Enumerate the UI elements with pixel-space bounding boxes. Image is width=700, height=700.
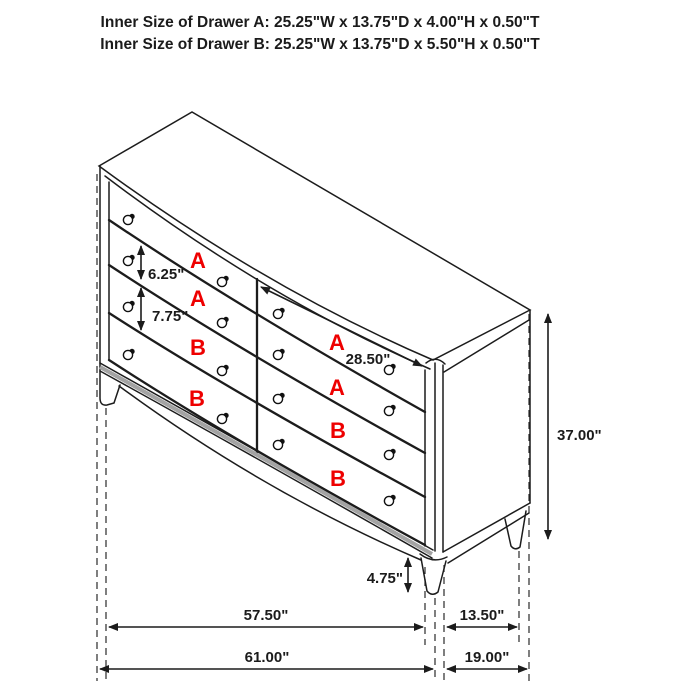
right-post-foot-cap [420,554,447,560]
dim-label-drawer-a-height: 6.25" [148,266,185,283]
knob-left-d3-a [123,301,134,312]
label-left-drawer-4: B [189,386,205,411]
dresser-drawing [99,112,530,594]
side-apron-bottom-edge [448,513,529,563]
title-line-drawer-a: Inner Size of Drawer A: 25.25"W x 13.75"D x 4.00"H x 0.50"T [100,14,540,31]
title-line-drawer-b: Inner Size of Drawer B: 25.25"W x 13.75"D x 5.50"H x 0.50"T [100,36,540,53]
knob-left-d4-a [123,349,134,360]
dim-label-overall-depth: 19.00" [464,649,510,666]
dim-label-side-span: 13.50" [459,607,505,624]
dim-label-overall-width: 61.00" [244,649,290,666]
base-molding-top-line [100,363,433,550]
knob-left-d1-a [123,214,134,225]
base-molding-gray-band [100,367,432,554]
label-left-drawer-1: A [190,248,206,273]
knob-right-d1-a [273,308,284,319]
title-block [100,14,540,53]
dim-label-drawer-width: 28.50" [345,351,391,368]
knob-right-d2-a [273,349,284,360]
label-right-drawer-1: A [329,330,345,355]
dim-label-front-span: 57.50" [243,607,289,624]
label-right-drawer-2: A [329,375,345,400]
knob-left-d3-b [217,365,228,376]
label-left-drawer-2: A [190,286,206,311]
front-right-leg [421,558,446,594]
knob-right-d4-b [384,495,395,506]
dim-label-leg-height: 4.75" [366,570,403,587]
dim-label-cabinet-height: 37.00" [557,427,602,444]
dim-label-drawer-b-height: 7.75" [152,308,189,325]
knob-right-d2-b [384,405,395,416]
side-bottom-edge [443,503,530,552]
knob-right-d4-a [273,439,284,450]
knob-left-d2-b [217,317,228,328]
knob-left-d1-b [217,276,228,287]
label-right-drawer-3: B [330,418,346,443]
knob-left-d2-a [123,255,134,266]
front-apron-bottom-edge [119,386,421,560]
label-left-drawer-3: B [190,335,206,360]
drawer-boundary-3 [109,313,425,497]
label-right-drawer-4: B [330,466,346,491]
base-molding-bottom-line [100,371,432,558]
knob-right-d3-a [273,393,284,404]
drawer-boundary-4 [109,360,425,545]
knob-left-d4-b [217,413,228,424]
knob-right-d3-b [384,449,395,460]
